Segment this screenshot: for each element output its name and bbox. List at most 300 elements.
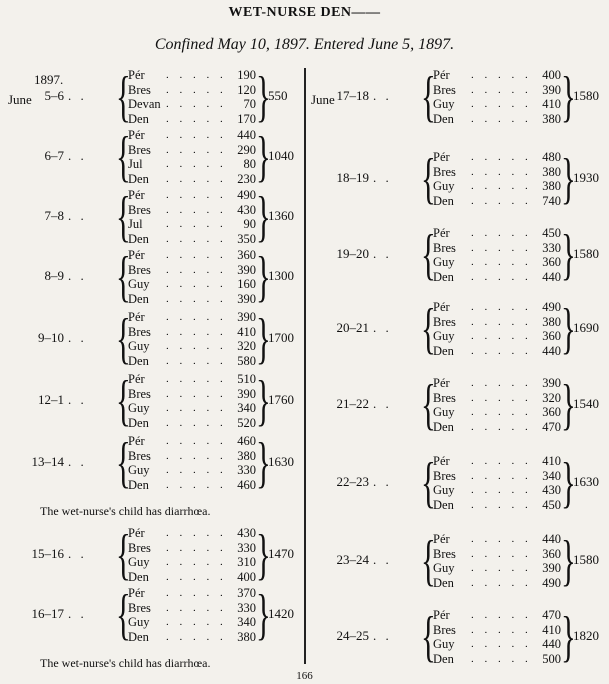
measurement-row xyxy=(128,68,256,83)
child-name: Pér xyxy=(128,372,145,386)
child-name: Den xyxy=(128,477,149,492)
entry-left_column-4 xyxy=(0,310,300,368)
measurement-row xyxy=(128,601,256,616)
child-name: Jul xyxy=(128,217,143,231)
entry-right_column-0 xyxy=(305,68,605,126)
child-name: Guy xyxy=(128,339,150,353)
leader-dots: . . xyxy=(373,474,392,489)
quantity-value: 370 xyxy=(237,586,256,600)
row-leader-dots: . . . . . xyxy=(471,638,532,650)
quantity-value: 440 xyxy=(542,532,561,546)
measurement-row xyxy=(128,248,256,263)
child-name: Bres xyxy=(433,314,456,329)
leader-dots: . . xyxy=(68,392,87,407)
row-leader-dots: . . . . . xyxy=(471,547,532,560)
leader-dots: . . xyxy=(373,628,392,643)
date-range: 8–9 xyxy=(44,268,64,283)
quantity-value: 320 xyxy=(542,390,561,405)
left-brace: { xyxy=(116,126,131,188)
quantity-value: 500 xyxy=(542,651,561,666)
entry-right_column-4 xyxy=(305,376,605,434)
row-leader-dots: . . . . . xyxy=(471,377,532,389)
measurement-rows xyxy=(433,150,561,208)
row-leader-dots: . . . . . xyxy=(471,406,532,418)
leader-dots: . . xyxy=(373,396,392,411)
date-range: 7–8 xyxy=(44,208,64,223)
quantity-value: 460 xyxy=(237,434,256,448)
child-name: Guy xyxy=(433,329,455,343)
measurement-row xyxy=(128,128,256,143)
leader-dots: . . xyxy=(68,330,87,345)
child-name: Den xyxy=(433,497,454,512)
quantity-value: 340 xyxy=(237,615,256,629)
measurement-row xyxy=(433,469,561,484)
daily-total: 1300 xyxy=(268,268,294,283)
left-brace: { xyxy=(421,452,436,514)
year-label: 1897. xyxy=(34,72,64,87)
leader-dots: . . xyxy=(68,268,87,283)
row-leader-dots: . . . . . xyxy=(471,315,532,328)
row-leader-dots: . . . . . xyxy=(471,301,532,313)
measurement-rows xyxy=(128,310,256,368)
quantity-value: 350 xyxy=(237,231,256,246)
row-leader-dots: . . . . . xyxy=(166,129,227,141)
quantity-value: 400 xyxy=(542,68,561,82)
quantity-value: 230 xyxy=(237,171,256,186)
measurement-row xyxy=(433,83,561,98)
row-leader-dots: . . . . . xyxy=(166,69,227,81)
date-range: 13–14 xyxy=(31,454,64,469)
quantity-value: 70 xyxy=(243,97,256,111)
row-leader-dots: . . . . . xyxy=(166,556,227,568)
measurement-row xyxy=(433,532,561,547)
row-leader-dots: . . . . . xyxy=(471,330,532,342)
measurement-row xyxy=(433,561,561,576)
measurement-row xyxy=(433,165,561,180)
child-name: Pér xyxy=(128,188,145,202)
row-leader-dots: . . . . . xyxy=(166,112,227,125)
child-name: Bres xyxy=(433,82,456,97)
row-leader-dots: . . . . . xyxy=(166,203,227,216)
child-name: Bres xyxy=(128,324,151,339)
left-brace: { xyxy=(421,66,436,128)
left-brace: { xyxy=(116,66,131,128)
quantity-value: 740 xyxy=(542,193,561,208)
entry-right_column-6 xyxy=(305,532,605,590)
measurement-row xyxy=(128,387,256,402)
child-name: Guy xyxy=(128,401,150,415)
child-name: Den xyxy=(433,651,454,666)
quantity-value: 520 xyxy=(237,415,256,430)
daily-total: 1580 xyxy=(573,552,599,567)
child-name: Den xyxy=(128,353,149,368)
child-name: Guy xyxy=(128,615,150,629)
child-name: Guy xyxy=(433,405,455,419)
measurement-row xyxy=(128,325,256,340)
quantity-value: 410 xyxy=(237,324,256,339)
measurement-row xyxy=(128,615,256,630)
row-leader-dots: . . . . . xyxy=(471,576,532,589)
measurement-row xyxy=(433,112,561,127)
child-name: Den xyxy=(128,415,149,430)
row-leader-dots: . . . . . xyxy=(471,498,532,511)
measurement-row xyxy=(128,354,256,369)
leader-dots: . . xyxy=(373,246,392,261)
child-name: Pér xyxy=(128,310,145,324)
row-leader-dots: . . . . . xyxy=(166,278,227,290)
measurement-row xyxy=(433,255,561,270)
row-leader-dots: . . . . . xyxy=(166,98,227,110)
quantity-value: 410 xyxy=(542,97,561,111)
measurement-row xyxy=(128,434,256,449)
quantity-value: 360 xyxy=(542,329,561,343)
date-range: 6–7 xyxy=(44,148,64,163)
row-leader-dots: . . . . . xyxy=(166,435,227,447)
entry-left_column-7 xyxy=(0,526,300,584)
measurement-row xyxy=(128,555,256,570)
quantity-value: 90 xyxy=(243,217,256,231)
left-brace: { xyxy=(116,432,131,494)
measurement-rows xyxy=(433,300,561,358)
date-range: 20–21 xyxy=(336,320,369,335)
leader-dots: . . xyxy=(373,170,392,185)
row-leader-dots: . . . . . xyxy=(166,249,227,261)
row-leader-dots: . . . . . xyxy=(471,98,532,110)
child-name: Den xyxy=(128,291,149,306)
date-range: 5–6 xyxy=(44,88,64,103)
left-brace: { xyxy=(421,606,436,668)
quantity-value: 190 xyxy=(237,68,256,82)
date-range: 19–20 xyxy=(336,246,369,261)
child-name: Den xyxy=(433,269,454,284)
child-name: Devan xyxy=(128,97,161,111)
row-leader-dots: . . . . . xyxy=(471,83,532,96)
row-leader-dots: . . . . . xyxy=(166,541,227,554)
left-brace: { xyxy=(421,298,436,360)
row-leader-dots: . . . . . xyxy=(471,270,532,283)
quantity-value: 290 xyxy=(237,142,256,157)
quantity-value: 390 xyxy=(542,376,561,390)
child-name: Den xyxy=(433,575,454,590)
child-name: Jul xyxy=(128,157,143,171)
measurement-row xyxy=(433,241,561,256)
child-name: Bres xyxy=(128,540,151,555)
child-name: Pér xyxy=(128,526,145,540)
quantity-value: 410 xyxy=(542,622,561,637)
quantity-value: 470 xyxy=(542,608,561,622)
child-name: Guy xyxy=(128,277,150,291)
daily-total: 1820 xyxy=(573,628,599,643)
row-leader-dots: . . . . . xyxy=(166,218,227,230)
child-name: Den xyxy=(128,569,149,584)
child-name: Pér xyxy=(128,434,145,448)
row-leader-dots: . . . . . xyxy=(471,391,532,404)
date-range: 9–10 xyxy=(38,330,64,345)
measurement-row xyxy=(128,232,256,247)
daily-total: 1360 xyxy=(268,208,294,223)
row-leader-dots: . . . . . xyxy=(166,354,227,367)
child-name: Pér xyxy=(128,248,145,262)
right-brace: } xyxy=(256,186,271,248)
child-name: Pér xyxy=(128,586,145,600)
measurement-row xyxy=(433,608,561,623)
left-brace: { xyxy=(116,524,131,586)
row-leader-dots: . . . . . xyxy=(166,587,227,599)
child-name: Den xyxy=(433,343,454,358)
quantity-value: 390 xyxy=(237,386,256,401)
child-name: Guy xyxy=(433,637,455,651)
child-name: Guy xyxy=(433,179,455,193)
right-brace: } xyxy=(256,584,271,646)
leader-dots: . . xyxy=(373,88,392,103)
child-name: Pér xyxy=(433,68,450,82)
quantity-value: 480 xyxy=(542,150,561,164)
child-name: Bres xyxy=(433,390,456,405)
child-name: Bres xyxy=(128,82,151,97)
child-name: Den xyxy=(433,193,454,208)
row-leader-dots: . . . . . xyxy=(471,227,532,239)
daily-total: 550 xyxy=(268,88,288,103)
measurement-row xyxy=(433,405,561,420)
row-leader-dots: . . . . . xyxy=(166,340,227,352)
measurement-row xyxy=(128,416,256,431)
child-name: Den xyxy=(128,171,149,186)
leader-dots: . . xyxy=(68,546,87,561)
measurement-row xyxy=(128,630,256,645)
daily-total: 1580 xyxy=(573,246,599,261)
quantity-value: 490 xyxy=(542,575,561,590)
leader-dots: . . xyxy=(68,88,87,103)
quantity-value: 390 xyxy=(237,310,256,324)
measurement-row xyxy=(433,194,561,209)
right-brace: } xyxy=(561,606,576,668)
measurement-row xyxy=(128,570,256,585)
date-range: 16–17 xyxy=(31,606,64,621)
quantity-value: 440 xyxy=(542,343,561,358)
measurement-row xyxy=(128,277,256,292)
measurement-rows xyxy=(128,372,256,430)
leader-dots: . . xyxy=(68,208,87,223)
daily-total: 1420 xyxy=(268,606,294,621)
child-name: Guy xyxy=(433,97,455,111)
left-brace: { xyxy=(421,224,436,286)
measurement-row xyxy=(433,652,561,667)
measurement-row xyxy=(128,401,256,416)
quantity-value: 380 xyxy=(237,629,256,644)
page-number: 166 xyxy=(296,670,313,682)
row-leader-dots: . . . . . xyxy=(166,416,227,429)
quantity-value: 390 xyxy=(237,262,256,277)
quantity-value: 380 xyxy=(542,314,561,329)
row-leader-dots: . . . . . xyxy=(471,652,532,665)
measurement-row xyxy=(128,586,256,601)
quantity-value: 460 xyxy=(237,477,256,492)
child-name: Bres xyxy=(128,386,151,401)
left-brace: { xyxy=(116,246,131,308)
quantity-value: 360 xyxy=(237,248,256,262)
row-leader-dots: . . . . . xyxy=(471,194,532,207)
measurement-row xyxy=(128,541,256,556)
measurement-row xyxy=(128,83,256,98)
leader-dots: . . xyxy=(68,148,87,163)
child-name: Den xyxy=(128,231,149,246)
quantity-value: 470 xyxy=(542,419,561,434)
daily-total: 1690 xyxy=(573,320,599,335)
quantity-value: 490 xyxy=(542,300,561,314)
measurement-rows xyxy=(128,68,256,126)
left-brace: { xyxy=(116,584,131,646)
month-label-right: June xyxy=(311,92,335,107)
quantity-value: 320 xyxy=(237,339,256,353)
quantity-value: 340 xyxy=(237,401,256,415)
right-brace: } xyxy=(561,374,576,436)
quantity-value: 360 xyxy=(542,405,561,419)
child-name: Bres xyxy=(433,468,456,483)
quantity-value: 170 xyxy=(237,111,256,126)
measurement-row xyxy=(433,454,561,469)
measurement-row xyxy=(433,547,561,562)
child-name: Den xyxy=(128,111,149,126)
quantity-value: 360 xyxy=(542,255,561,269)
measurement-row xyxy=(433,150,561,165)
child-name: Pér xyxy=(433,376,450,390)
measurement-rows xyxy=(128,128,256,186)
date-range: 12–1 xyxy=(38,392,64,407)
leader-dots: . . xyxy=(68,454,87,469)
row-leader-dots: . . . . . xyxy=(166,449,227,462)
quantity-value: 330 xyxy=(237,540,256,555)
leader-dots: . . xyxy=(68,606,87,621)
left-brace: { xyxy=(421,374,436,436)
row-leader-dots: . . . . . xyxy=(471,609,532,621)
measurement-row xyxy=(433,483,561,498)
date-range: 24–25 xyxy=(336,628,369,643)
child-name: Bres xyxy=(433,546,456,561)
measurement-row xyxy=(128,157,256,172)
quantity-value: 160 xyxy=(237,277,256,291)
row-leader-dots: . . . . . xyxy=(166,143,227,156)
row-leader-dots: . . . . . xyxy=(166,601,227,614)
measurement-row xyxy=(128,526,256,541)
row-leader-dots: . . . . . xyxy=(471,469,532,482)
quantity-value: 390 xyxy=(542,82,561,97)
measurement-row xyxy=(433,576,561,591)
entry-left_column-3 xyxy=(0,248,300,306)
measurement-row xyxy=(128,478,256,493)
row-leader-dots: . . . . . xyxy=(166,263,227,276)
right-brace: } xyxy=(256,370,271,432)
measurement-row xyxy=(433,226,561,241)
quantity-value: 490 xyxy=(237,188,256,202)
entry-left_column-1 xyxy=(0,128,300,186)
quantity-value: 440 xyxy=(237,128,256,142)
row-leader-dots: . . . . . xyxy=(166,172,227,185)
daily-total: 1760 xyxy=(268,392,294,407)
row-leader-dots: . . . . . xyxy=(471,180,532,192)
measurement-row xyxy=(433,623,561,638)
quantity-value: 380 xyxy=(542,111,561,126)
measurement-row xyxy=(433,97,561,112)
daily-total: 1630 xyxy=(268,454,294,469)
child-name: Guy xyxy=(433,561,455,575)
measurement-row xyxy=(128,310,256,325)
child-name: Den xyxy=(128,629,149,644)
page-title: WET-NURSE DEN—— xyxy=(228,5,381,20)
row-leader-dots: . . . . . xyxy=(166,464,227,476)
row-leader-dots: . . . . . xyxy=(166,189,227,201)
daily-total: 1580 xyxy=(573,88,599,103)
measurement-rows xyxy=(128,248,256,306)
measurement-row xyxy=(128,292,256,307)
measurement-rows xyxy=(433,226,561,284)
quantity-value: 380 xyxy=(542,164,561,179)
left-brace: { xyxy=(421,530,436,592)
row-leader-dots: . . . . . xyxy=(166,373,227,385)
entry-left_column-8 xyxy=(0,586,300,644)
right-brace: } xyxy=(256,308,271,370)
date-range: 21–22 xyxy=(336,396,369,411)
quantity-value: 450 xyxy=(542,226,561,240)
row-leader-dots: . . . . . xyxy=(471,420,532,433)
entry-right_column-2 xyxy=(305,226,605,284)
child-name: Bres xyxy=(128,202,151,217)
measurement-row xyxy=(128,463,256,478)
child-name: Pér xyxy=(128,128,145,142)
right-brace: } xyxy=(561,452,576,514)
measurement-row xyxy=(433,300,561,315)
row-leader-dots: . . . . . xyxy=(166,616,227,628)
measurement-row xyxy=(433,329,561,344)
quantity-value: 310 xyxy=(237,555,256,569)
child-name: Bres xyxy=(128,262,151,277)
quantity-value: 80 xyxy=(243,157,256,171)
daily-total: 1540 xyxy=(573,396,599,411)
row-leader-dots: . . . . . xyxy=(471,112,532,125)
child-name: Pér xyxy=(433,300,450,314)
row-leader-dots: . . . . . xyxy=(471,562,532,574)
child-name: Bres xyxy=(128,448,151,463)
row-leader-dots: . . . . . xyxy=(166,527,227,539)
date-range: 23–24 xyxy=(336,552,369,567)
measurement-row xyxy=(433,498,561,513)
daily-total: 1040 xyxy=(268,148,294,163)
quantity-value: 430 xyxy=(237,202,256,217)
child-name: Pér xyxy=(433,532,450,546)
row-leader-dots: . . . . . xyxy=(166,232,227,245)
right-brace: } xyxy=(561,66,576,128)
measurement-row xyxy=(128,217,256,232)
measurement-row xyxy=(128,112,256,127)
right-brace: } xyxy=(256,126,271,188)
row-leader-dots: . . . . . xyxy=(471,69,532,81)
quantity-value: 340 xyxy=(542,468,561,483)
row-leader-dots: . . . . . xyxy=(471,484,532,496)
right-brace: } xyxy=(256,432,271,494)
measurement-rows xyxy=(433,454,561,512)
month-label-left: June xyxy=(8,92,32,107)
row-leader-dots: . . . . . xyxy=(471,533,532,545)
daily-total: 1630 xyxy=(573,474,599,489)
row-leader-dots: . . . . . xyxy=(471,165,532,178)
child-name: Den xyxy=(433,419,454,434)
row-leader-dots: . . . . . xyxy=(471,623,532,636)
right-brace: } xyxy=(561,530,576,592)
measurement-row xyxy=(433,420,561,435)
date-range: 17–18 xyxy=(336,88,369,103)
measurement-row xyxy=(433,344,561,359)
measurement-row xyxy=(128,188,256,203)
entry-right_column-3 xyxy=(305,300,605,358)
